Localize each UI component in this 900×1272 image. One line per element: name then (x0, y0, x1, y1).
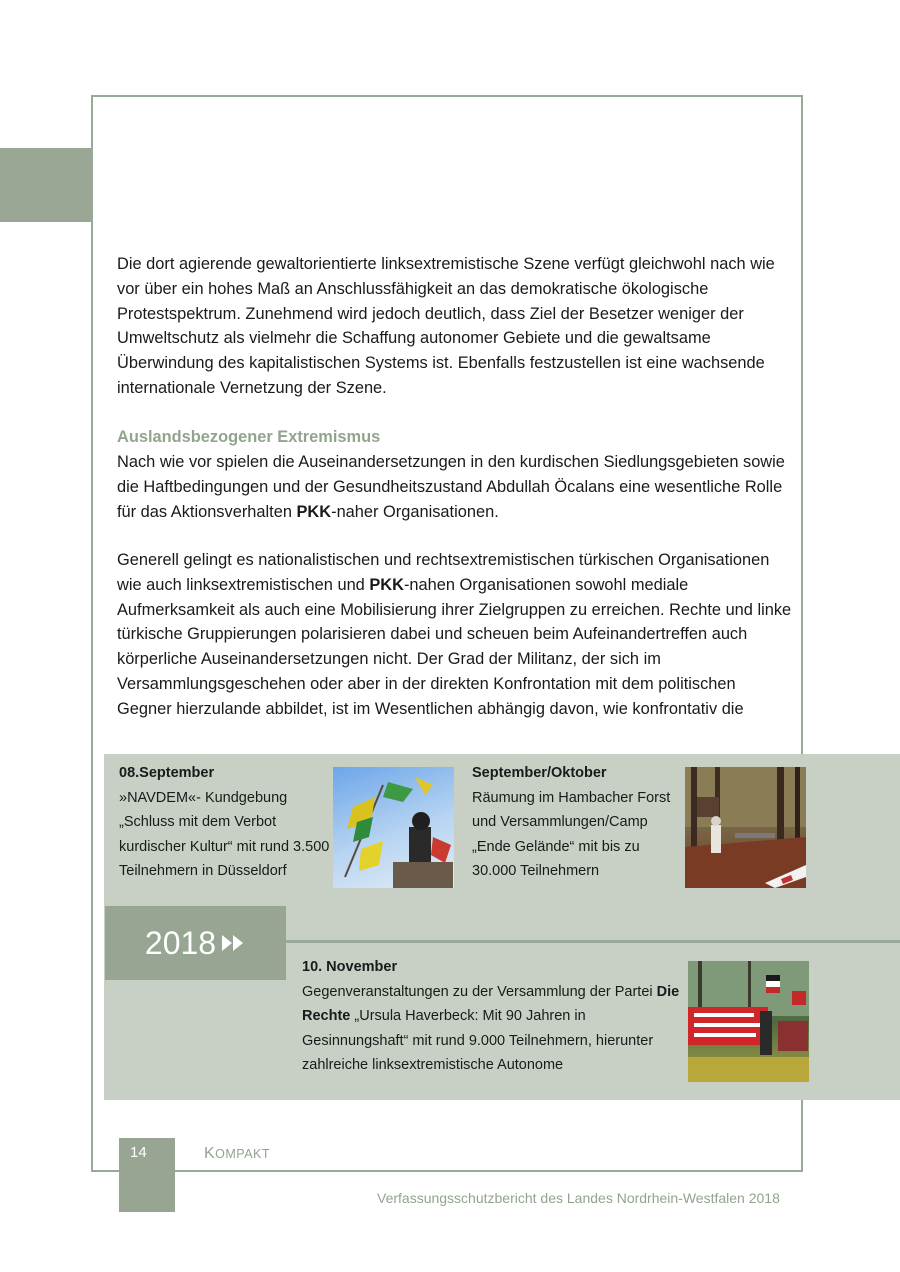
section-label-rest: OMPAKT (215, 1147, 271, 1161)
event-photo-hambach-forest (685, 767, 806, 888)
timeline-event (472, 761, 684, 884)
page-number-box (119, 1138, 175, 1212)
pkk-bold: PKK (369, 575, 404, 594)
section-heading: Auslandsbezogener Extremismus (117, 428, 381, 446)
page-number: 14 (130, 1144, 147, 1161)
event-description (302, 980, 682, 1078)
year-label-box (105, 906, 286, 980)
event-text: „Ursula Haverbeck: Mit 90 Jahren in Gesinnungshaft“ mit rund 9.000 Teilnehmern, hierunter zahlreiche linksextremistische Autonome (302, 1008, 654, 1074)
paragraph-text: -nahen Organisationen sowohl mediale Aufmerksamkeit als auch eine Mobilisierung ihrer Zielgruppen zu erreichen. Rechte und linke türkische Gruppierungen polarisieren dabei und scheuen beim Aufeinandertreffen auch körperliche Auseinandersetzungen nicht. Der Grad der Militanz, der sich im Versammlungsgeschehen oder aber in der direkten Konfrontation mit dem politischen Gegner hierzulande abbildet, ist im Wesentlichen abhängig davon, wie konfrontativ die (117, 575, 792, 718)
party-name-bold: Die Rechte (302, 983, 680, 1025)
event-text: Gegenveranstaltungen zu der Versammlung der Partei (302, 983, 657, 1000)
event-photo-counter-protest (688, 961, 809, 1082)
section-label-initial: K (204, 1145, 216, 1162)
event-description: Räumung im Hambacher Forst und Versammlungen/Camp „Ende Gelände“ mit bis zu 30.000 Teilnehmern (472, 789, 671, 880)
event-date: 08.September (119, 765, 215, 781)
side-accent-block (0, 148, 91, 222)
paragraph-turkish-groups (117, 548, 792, 722)
paragraph-text: Generell gelingt es nationalistischen und rechtsextremistischen türkischen Organisationen wie auch linksextremistischen und (117, 551, 770, 594)
paragraph-pkk-role (117, 450, 792, 524)
event-photo-kurdish-rally (333, 767, 454, 888)
paragraph-text: -naher Organisationen. (331, 502, 499, 521)
timeline-year: 2018 (144, 924, 217, 961)
pkk-bold: PKK (296, 502, 332, 521)
event-date: 10. November (302, 959, 398, 975)
section-label (204, 1145, 270, 1163)
timeline-event (119, 761, 334, 884)
event-date: September/Oktober (472, 765, 607, 781)
paragraph-text: Nach wie vor spielen die Auseinandersetzungen in den kurdischen Siedlungsgebieten sowie die Haftbedingungen und der Gesundheitszustand Abdullah Öcalans eine wesentliche Rolle für das Aktionsverhalten (117, 453, 785, 521)
timeline-divider (286, 940, 900, 943)
double-chevron-right-icon (222, 933, 246, 953)
publication-title: Verfassungsschutzbericht des Landes Nordrhein-Westfalen 2018 (377, 1190, 780, 1206)
timeline-event (302, 955, 682, 1078)
paragraph-intro: Die dort agierende gewaltorientierte linksextremistische Szene verfügt gleichwohl nach wie vor über ein hohes Maß an Anschlussfähigkeit an das demokratische ökologische Protestspektrum. Zunehmend wird jedoch deutlich, dass Ziel der Besetzer weniger der Umweltschutz als vielmehr die Schaffung autonomer Gebiete und die gewaltsame Überwindung des kapitalistischen Systems ist. Ebenfalls festzustellen ist eine wachsende internationale Vernetzung der Szene. (117, 255, 775, 397)
event-description: »NAVDEM«- Kundgebung „Schluss mit dem Verbot kurdischer Kultur“ mit rund 3.500 Teilnehmern in Düsseldorf (119, 789, 330, 880)
